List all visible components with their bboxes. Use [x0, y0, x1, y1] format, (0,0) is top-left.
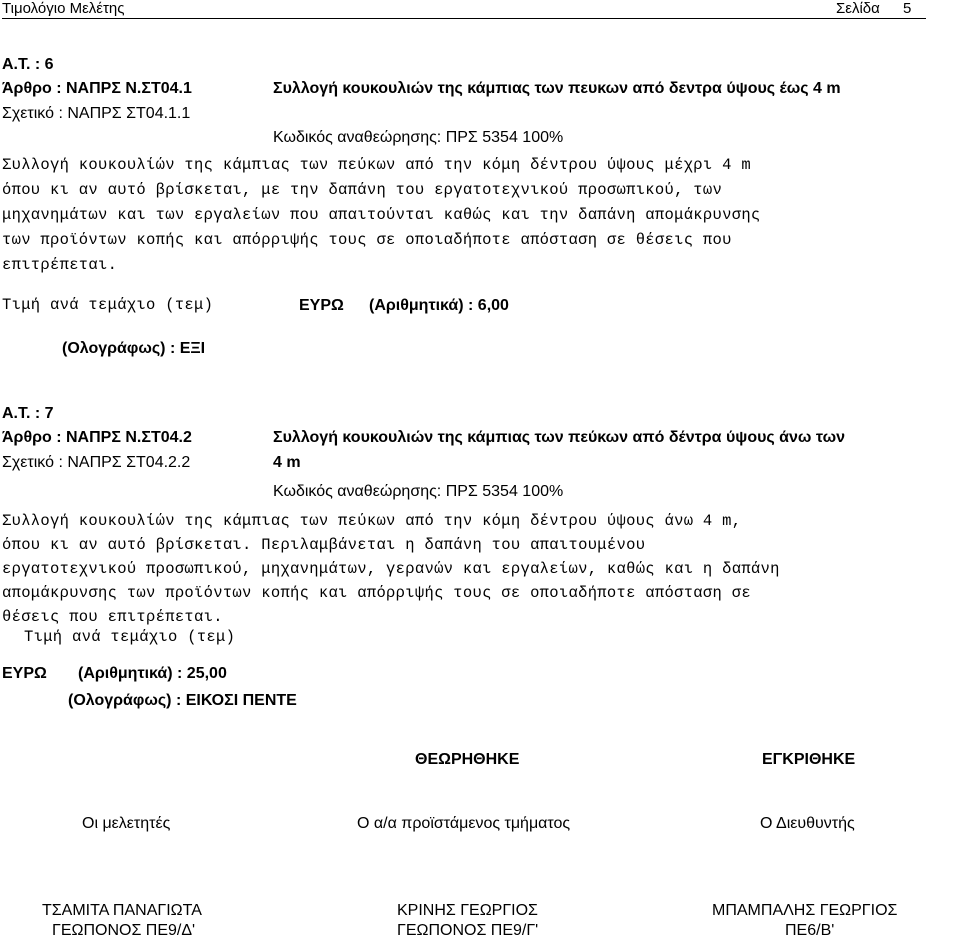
description-line: εργατοτεχνικού προσωπικού, μηχανημάτων, γερανών και εργαλείων, καθώς και η δαπάνη: [2, 560, 780, 578]
item-title-line1: Συλλογή κουκουλιών της κάμπιας των πεύκων από δέντρα ύψους άνω των: [273, 429, 845, 446]
role-section-head: Ο α/α προϊστάμενος τμήματος: [357, 815, 571, 832]
currency: ΕΥΡΩ: [2, 665, 47, 682]
related-code: Σχετικό : ΝΑΠΡΣ ΣΤ04.2.2: [2, 454, 191, 471]
article-code: Άρθρο : ΝΑΠΡΣ Ν.ΣΤ04.1: [2, 80, 192, 97]
price-words: (Ολογράφως) : ΕΞΙ: [62, 340, 206, 357]
role-designers: Οι μελετητές: [82, 815, 171, 832]
related-code: Σχετικό : ΝΑΠΡΣ ΣΤ04.1.1: [2, 105, 191, 122]
item-number: Α.Τ. : 7: [2, 405, 54, 422]
description-line: όπου κι αν αυτό βρίσκεται. Περιλαμβάνεται η δαπάνη του απαιτουμένου: [2, 536, 646, 554]
header-divider: [2, 18, 926, 19]
description-line: Συλλογή κουκουλίών της κάμπιας των πεύκων από την κόμη δέντρου ύψους άνω 4 m,: [2, 512, 742, 530]
description-line: των προϊόντων κοπής και απόρριψής τους σε οποιαδήποτε απόσταση σε θέσεις που: [2, 231, 732, 249]
role-director: Ο Διευθυντής: [760, 815, 855, 832]
approved-label: ΕΓΚΡΙΘΗΚΕ: [762, 751, 856, 768]
description-line: επιτρέπεται.: [2, 256, 118, 274]
description-line: Συλλογή κουκουλίών της κάμπιας των πεύκων από την κόμη δέντρου ύψους μέχρι 4 m: [2, 156, 751, 174]
signatory-title: ΓΕΩΠΟΝΟΣ ΠΕ9/Δ': [52, 922, 196, 939]
item-title: Συλλογή κουκουλιών της κάμπιας των πευκων από δεντρα ύψους έως 4 m: [273, 80, 841, 97]
description-line: μηχανημάτων και των εργαλείων που απαιτούνται καθώς και την δαπάνη απομάκρυνσης: [2, 206, 761, 224]
article-code: Άρθρο : ΝΑΠΡΣ Ν.ΣΤ04.2: [2, 429, 192, 446]
unit-price-label: Τιμή ανά τεμάχιο (τεμ): [24, 628, 236, 646]
description-line: απομάκρυνσης των προϊόντων κοπής και απόρριψής τους σε οποιαδήποτε απόσταση σε: [2, 584, 751, 602]
item-title-line2: 4 m: [273, 454, 301, 471]
checked-label: ΘΕΩΡΗΘΗΚΕ: [415, 751, 520, 768]
page-number: 5: [903, 0, 912, 17]
signatory-title: ΠΕ6/Β': [785, 922, 835, 939]
price-words: (Ολογράφως) : ΕΙΚΟΣΙ ΠΕΝΤΕ: [68, 692, 297, 709]
signatory-name: ΚΡΙΝΗΣ ΓΕΩΡΓΙΟΣ: [397, 902, 538, 919]
unit-price-label: Τιμή ανά τεμάχιο (τεμ): [2, 296, 214, 314]
signatory-title: ΓΕΩΠΟΝΟΣ ΠΕ9/Γ': [397, 922, 539, 939]
price-numeric: (Αριθμητικά) : 6,00: [369, 297, 509, 314]
item-number: Α.Τ. : 6: [2, 56, 54, 73]
signatory-name: ΜΠΑΜΠΑΛΗΣ ΓΕΩΡΓΙΟΣ: [712, 902, 898, 919]
page-label: Σελίδα: [836, 0, 880, 17]
description-line: όπου κι αν αυτό βρίσκεται, με την δαπάνη του εργατοτεχνικού προσωπικού, των: [2, 181, 723, 199]
currency: ΕΥΡΩ: [299, 297, 344, 314]
revision-code: Κωδικός αναθεώρησης: ΠΡΣ 5354 100%: [273, 129, 564, 146]
document-title: Τιμολόγιο Μελέτης: [2, 0, 125, 17]
price-numeric: (Αριθμητικά) : 25,00: [78, 665, 227, 682]
description-line: θέσεις που επιτρέπεται.: [2, 608, 223, 626]
revision-code: Κωδικός αναθεώρησης: ΠΡΣ 5354 100%: [273, 483, 564, 500]
signatory-name: ΤΣΑΜΙΤΑ ΠΑΝΑΓΙΩΤΑ: [42, 902, 202, 919]
